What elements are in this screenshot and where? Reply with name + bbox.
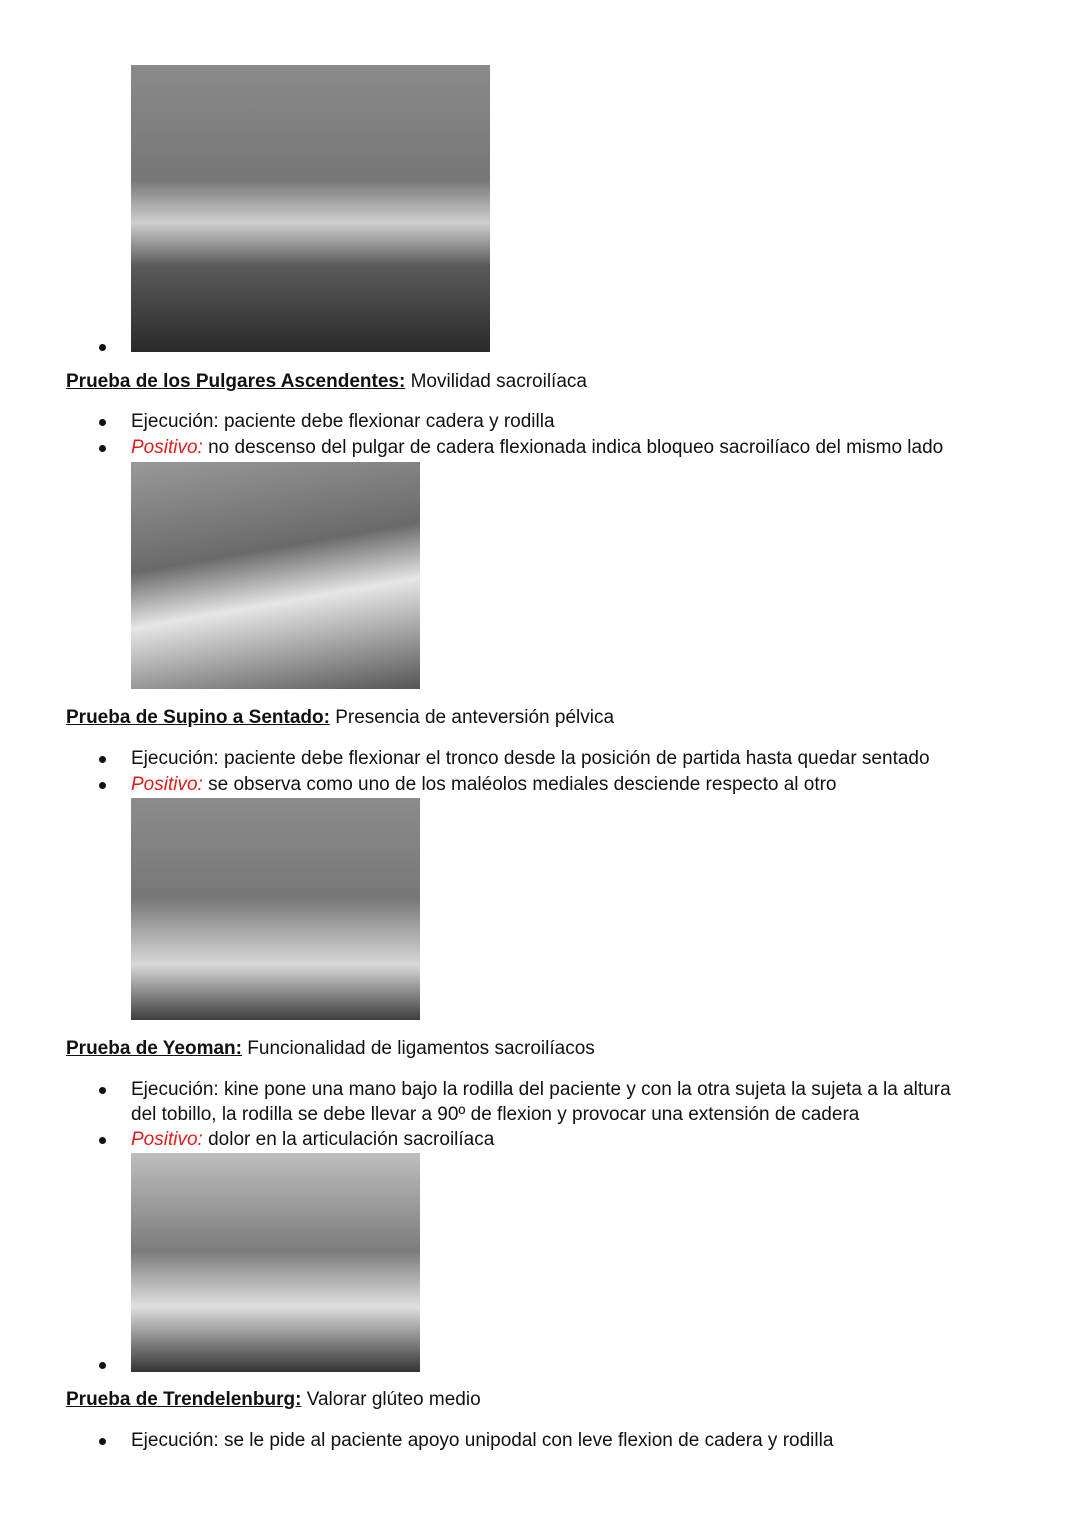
positive-label: Positivo: (131, 1129, 203, 1150)
positive-label: Positivo: (131, 437, 203, 458)
section-title: Prueba de Yeoman: (66, 1038, 242, 1059)
section-heading (66, 1389, 481, 1411)
section-title: Prueba de Trendelenburg: (66, 1389, 302, 1410)
bullet-dot (99, 1362, 106, 1369)
bullet-item (131, 774, 837, 796)
section-title: Prueba de los Pulgares Ascendentes: (66, 371, 406, 392)
positive-label: Positivo: (131, 774, 203, 795)
bullet-text: dolor en la articulación sacroilíaca (208, 1129, 495, 1150)
bullet-dot (99, 344, 106, 351)
section-heading (66, 371, 587, 393)
section-desc: Valorar glúteo medio (306, 1389, 481, 1410)
bullet-dot (99, 1137, 106, 1144)
section-desc: Presencia de anteversión pélvica (335, 707, 615, 728)
photo-supine-sitting-test (131, 798, 420, 1020)
bullet-text: Ejecución: kine pone una mano bajo la rodilla del paciente y con la otra sujeta la sujeta a la altura (131, 1079, 951, 1100)
bullet-text: se observa como uno de los maléolos mediales desciende respecto al otro (208, 774, 837, 795)
section-heading (66, 1038, 595, 1060)
bullet-dot (99, 756, 106, 763)
section-desc: Movilidad sacroilíaca (410, 371, 587, 392)
bullet-text-continuation: del tobillo, la rodilla se debe llevar a 90º de flexion y provocar una extensión de cadera (131, 1104, 860, 1125)
bullet-text: Ejecución: se le pide al paciente apoyo unipodal con leve flexion de cadera y rodilla (131, 1430, 834, 1451)
bullet-item (131, 1129, 494, 1151)
section-title: Prueba de Supino a Sentado: (66, 707, 330, 728)
bullet-dot (99, 419, 106, 426)
bullet-text: no descenso del pulgar de cadera flexionada indica bloqueo sacroilíaco del mismo lado (208, 437, 944, 458)
bullet-dot (99, 445, 106, 452)
section-desc: Funcionalidad de ligamentos sacroilíacos (247, 1038, 595, 1059)
photo-yeoman-test (131, 1153, 420, 1372)
photo-thumbs-test (131, 462, 420, 689)
bullet-dot (99, 782, 106, 789)
bullet-text: Ejecución: paciente debe flexionar cadera y rodilla (131, 411, 555, 432)
bullet-item (131, 437, 943, 459)
bullet-dot (99, 1087, 106, 1094)
bullet-dot (99, 1438, 106, 1445)
section-heading (66, 707, 614, 729)
bullet-text: Ejecución: paciente debe flexionar el tronco desde la posición de partida hasta quedar sentado (131, 748, 930, 769)
photo-leg-test (131, 65, 490, 352)
